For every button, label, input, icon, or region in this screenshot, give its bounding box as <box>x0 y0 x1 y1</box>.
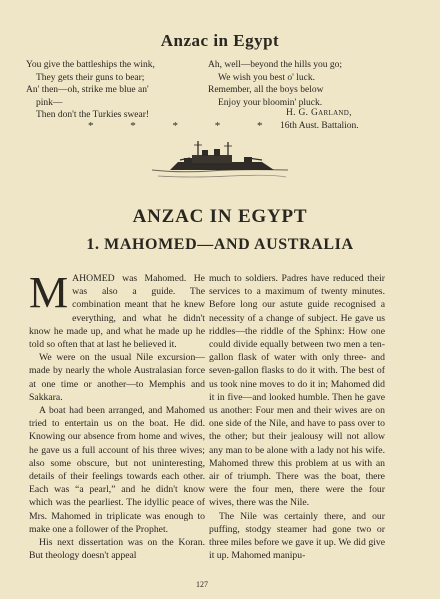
poem-line: We wish you best o' luck. <box>218 72 315 83</box>
poem-left-stanza <box>26 59 208 122</box>
poem-line: Then don't the Turkies swear! <box>36 110 150 120</box>
text-column-right <box>209 272 385 562</box>
poem-line: Enjoy your bloomin' pluck. <box>218 97 323 108</box>
author-name: H. G. Garland, <box>286 108 352 118</box>
paragraph: His next dissertation was on the Koran. But theology doesn't appeal <box>29 537 205 562</box>
paragraph-text: AHOMED was Mahomed. He was also a guide. The combination meant that he knew everything, and what he didn't know he made up, and what he made up he told so often that at last he believed it. <box>29 273 205 351</box>
poem-right-stanza <box>208 59 408 109</box>
paragraph: The Nile was certainly there, and our puffing, stodgy steamer had gone two or three miles before we gave it up. We did give it up. Mahomed manipu- <box>209 510 385 562</box>
text-column-left <box>29 268 205 562</box>
poem-line: They gets their guns to bear; <box>36 72 145 83</box>
paragraph: We were on the usual Nile excursion—made by nearly the whole Australasian force at one time or another—to Memphis and Sakkara. <box>29 352 205 403</box>
poem-line: You give the battleships the wink, <box>26 60 155 70</box>
drop-cap: M <box>29 268 69 317</box>
poem-line: An' then—oh, strike me blue an' <box>26 85 149 95</box>
poem-line: Remember, all the boys below <box>208 85 324 95</box>
poem-line: pink— <box>36 97 63 108</box>
poem-line: Ah, well—beyond the hills you go; <box>208 60 343 70</box>
battleship-illustration <box>150 140 290 186</box>
chapter-heading: 1. MAHOMED—AND AUSTRALIA <box>86 236 354 253</box>
author-unit: 16th Aust. Battalion. <box>280 120 359 131</box>
paragraph <box>29 268 205 351</box>
article-title: ANZAC IN EGYPT <box>132 206 308 227</box>
section-stars: * * * * * <box>88 120 280 132</box>
running-title: Anzac in Egypt <box>160 31 280 50</box>
page-number: 127 <box>196 580 208 589</box>
paragraph: much to soldiers. Padres have reduced their services to a maximum of twenty minutes. Before long our astute guide recognised a necessity of a change of subject. He gave us riddles—the riddle of the Sphinx: How one could divide equally between two men a ten-gallon flask of water with only three- and seven-gallon flasks to do it with. The best of us took nine moves to do it in; Mahomed did it in five—and looked humble. Then he gave us another: Four men and their wives are on one side of the Nile, and have to pass over to the other; but their jealousy will not allow any man to be alone with a lady not his wife. Mahomed threw this problem at us with an air of triumph. There was the boat, there were the four men, there were the four wives, there was the Nile. <box>209 273 385 509</box>
paragraph: A boat had been arranged, and Mahomed tried to entertain us on the boat. He did. Knowing our absence from home and wives, he gave us a full account of his three wives; also some obscure, but not uninteresting, details of their feelings towards each other. Each was “a pearl,” and he didn't know which was the pearliest. The idyllic peace of Mrs. Mahomed in triplicate was enough to make one a follower of the Prophet. <box>29 405 205 535</box>
poem-attribution <box>258 107 408 132</box>
